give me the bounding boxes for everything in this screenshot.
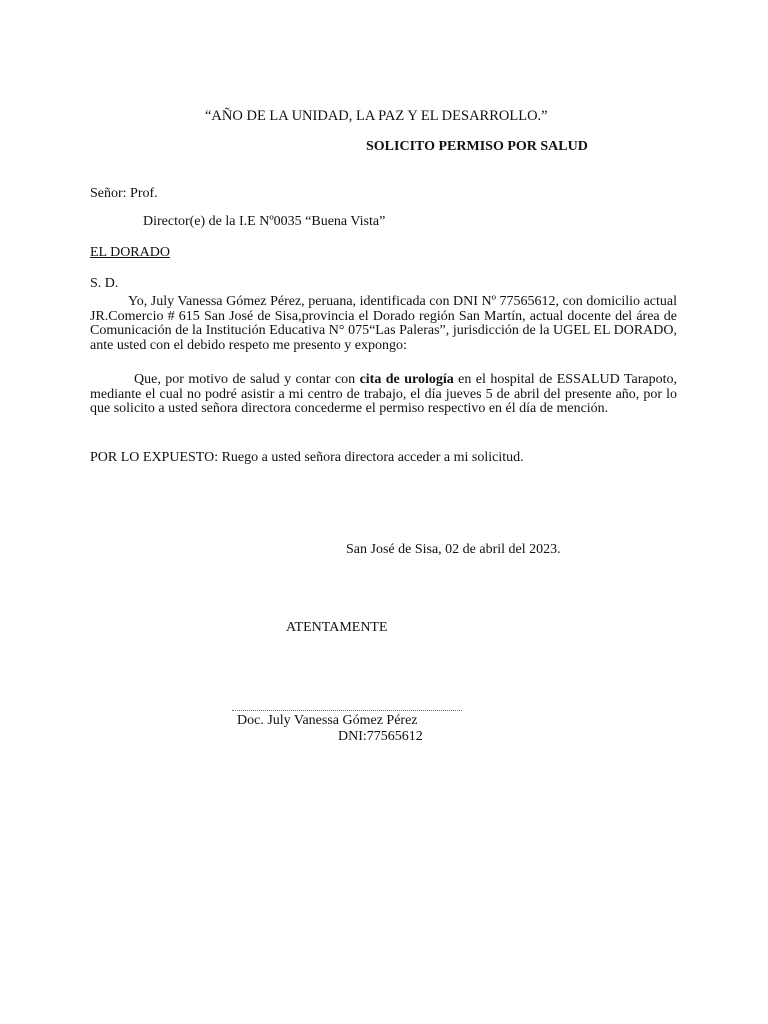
date-line: San José de Sisa, 02 de abril del 2023. <box>346 542 561 557</box>
document-subject: SOLICITO PERMISO POR SALUD <box>366 139 588 154</box>
recipient-salutation: Señor: Prof. <box>90 186 158 201</box>
farewell: ATENTAMENTE <box>286 620 388 635</box>
body-paragraph-2-bold: cita de urología <box>359 372 454 387</box>
body-paragraph-1-text: Yo, July Vanessa Gómez Pérez, peruana, identificada con DNI Nº 77565612, con domicilio actual JR.Comercio # 615 San José de Sisa,provincia el Dorado región San Martín, actual docente del área de Comunicación de la Institución Educativa N° 075“Las Paleras”, jurisdicción de la UGEL EL DORADO, ante usted con el debido respeto me presento y expongo: <box>90 294 677 353</box>
document-motto: “AÑO DE LA UNIDAD, LA PAZ Y EL DESARROLLO.” <box>205 108 548 124</box>
body-paragraph-2-text-end: en el hospital de ESSALUD Tarapoto, mediante el cual no podré asistir a mi centro de trabajo, el día jueves 5 de abril del presente año, por lo que solicito a usted señora directora concederme el permiso respectivo en él día de mención. <box>90 372 677 417</box>
closing-request: POR LO EXPUESTO: Ruego a usted señora directora acceder a mi solicitud. <box>90 450 524 465</box>
greeting: S. D. <box>90 276 119 291</box>
body-paragraph-2 <box>90 373 677 417</box>
signature-dni: DNI:77565612 <box>338 729 423 744</box>
body-paragraph-2-text-start: Que, por motivo de salud y contar con <box>134 372 360 387</box>
signature-line <box>232 700 462 711</box>
recipient-position: Director(e) de la I.E Nº0035 “Buena Vista” <box>143 214 386 229</box>
body-paragraph-1 <box>90 295 677 353</box>
signature-name: Doc. July Vanessa Gómez Pérez <box>237 713 418 728</box>
recipient-place: EL DORADO <box>90 245 170 260</box>
